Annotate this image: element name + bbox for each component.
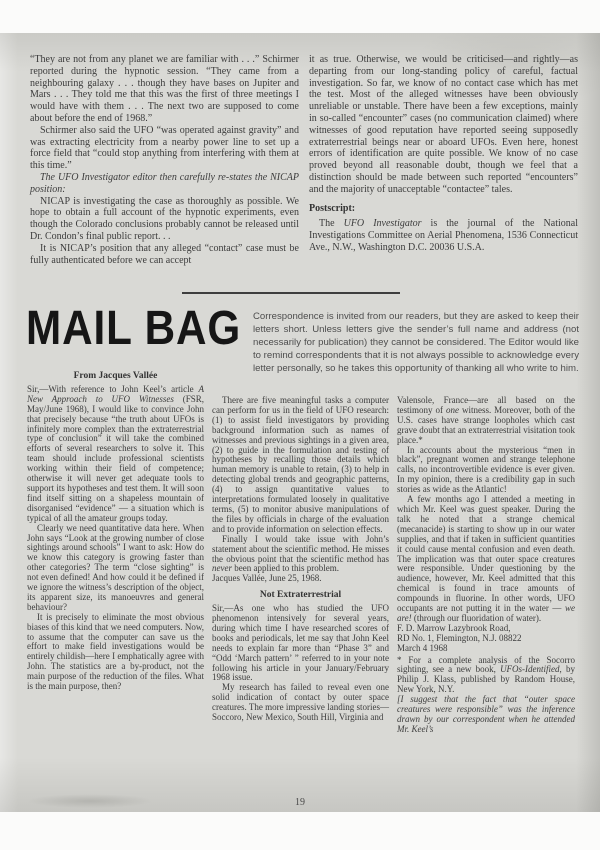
paragraph: A few months ago I attended a meeting in which Mr. Keel was guest speaker. During the talk he noted that a strange chemical (mecanacide) is starting to show up in our water supplies, and that if taken in sufficient quantities it could cause mental confusion and even death. The implication was that outer space creatures were responsible. Under questioning by the audience, however, Mr. Keel admitted that this chemical is found in trace amounts of compounds in fluorine. In other words, UFO occupants are not putting it in the water — we are! (through our fluoridation of water). [397,494,575,623]
footnote: * For a complete analysis of the Socorro sighting, see a new book, UFOs-Identified, by Philip J. Klass, published by Random House, New York, N.Y. [397,654,576,695]
paragraph: it as true. Otherwise, we would be criticised—and rightly—as departing from our long-standing policy of careful, factual investigation. So far, we know of no contact case which has met the test. Most of the alleged witnesses have been obviously unreliable or unstable. There have been a few exceptions, mainly in so-called “encounter” cases (no communication claimed) where witnesses of good reputation have reported seeing supposedly extraterrestrial beings near or aboard UFOs. Even here, honest errors of identification are quite possible. We know of no case proved beyond all reasonable doubt, though we feel that a distinction should be made between such reported “encounters” and the majority of unacceptable “contactee” tales. [309,54,578,195]
paragraph: In accounts about the mysterious “men in black”, pregnant women and strange telephone calls, no incontrovertible evidence is ever given. In my opinion, there is a credibility gap in such stories as wide as the Atlantic! [397,444,575,495]
editor-note-paragraph: The UFO Investigator editor then carefully re-states the NICAP position: [30,171,299,195]
paragraph: It is precisely to eliminate the most obvious biases of this kind that we need computers. Now, to assume that the computer can save us the effort to make field investigations would be entirely childish—here I emphatically agree with John. The statistics are a by-product, not the main purpose of the reduction of the files. What is the main purpose, then? [27,611,204,692]
paragraph: Valensole, France—are all based on the testimony of one witness. Moreover, both of the U.S. cases have strange loopholes which cast grave doubt that an extraterrestrial visitation took place.* [397,395,575,445]
letters-column-1 [27,372,204,692]
sender-address [397,624,575,654]
postscript-heading: Postscript: [309,202,356,214]
paragraph: There are five meaningful tasks a computer can perform for us in the field of UFO research: (1) to assist field investigators by providing background information such as names of witnesses and previous sightings in a given area, (2) to guide in the formulation and testing of hypotheses by recalling those details which human memory is unable to retain, (3) to help in detecting global trends and geographic patterns, (4) to assign quantitative values to interpretations formulated loosely in qualitative terms, (5) to monitor abusive manipulations of the files by officials in charge of the evaluation and to provide information on selection effects. [212,395,389,534]
section-divider-rule [182,292,400,294]
scanned-magazine-page [0,33,600,812]
letter-signature: Jacques Vallée, June 25, 1968. [212,573,322,584]
letters-column-3 [397,396,575,735]
postscript-paragraph: The UFO Investigator is the journal of the National Investigations Committee on Aerial Phenomena, 1536 Connecticut Ave., N.W., Washington D.C. 20036 U.S.A. [309,218,578,253]
editor-bracket-note: [I suggest that the fact that “outer space creatures were responsible” was the inference drawn by our correspondent when he attended Mr. Keel’s [397,694,575,734]
paragraph: It is NICAP’s position that any alleged “contact” case must be fully authenticated before we can accept [30,242,299,266]
top-article-left-column [30,54,299,266]
address-line: RD No. 1, Flemington, N.J. 08822 [397,632,522,643]
top-article-right-column [309,54,578,266]
paragraph: “They are not from any planet we are familiar with . . .” Schirmer reported during the hypnotic session. “They came from a neighbouring galaxy . . . though they have bases on Jupiter and Mars . . . They told me that this was the first of three meetings I would have with them . . . The next two are supposed to come about before the end of 1968.” [30,54,299,124]
letter-heading-not-extraterrestrial: Not Extraterrestrial [259,590,342,601]
paragraph: My research has failed to reveal even one solid indication of contact by outer space creatures. The more impressive landing stories—Soccoro, New Mexico, South Hill, Virginia and [212,682,389,723]
paragraph: Sir,—With reference to John Keel’s article A New Approach to UFO Witnesses (FSR, May/June 1968), I would like to convince John that precisely because “the truth about UFOs is infinitely more complex than the extraterrestrial type of conclusion” it will take the combined efforts of several researchers to solve it. This team should include professional scientists working within their field of competence; otherwise it will never get adequate tools to support its hypotheses and test them. It will soon find itself sitting on a shapeless mountain of disorganised “evidence” — a situation which is typical of all the amateur groups today. [27,383,204,523]
letters-column-2 [212,396,389,723]
address-line: March 4 1968 [397,642,448,653]
paragraph: Finally I would take issue with John’s statement about the scientific method. He misses the obvious point that the scientific method has never been applied to this problem. [212,533,389,574]
paragraph: Sir,—As one who has studied the UFO phenomenon intensively for several years, during which time I have researched scores of books and periodicals, let me say that John Keel needs to explain far more than “Phase 3” and “Odd ‘March pattern’ ” referred to in your note following his article in your January/February 1968 issue. [212,603,389,683]
paragraph: NICAP is investigating the case as thoroughly as possible. We hope to obtain a full account of the hypnotic experiments, even though the Colorado conclusions probably cannot be released until Dr. Condon’s final public report. . . [30,195,299,242]
address-line: F. D. Marrow Lazybrook Road, [397,622,511,633]
page-number: 19 [295,797,305,808]
top-article [30,54,578,266]
correspondence-notice: Correspondence is invited from our readers, but they are asked to keep their letters short. Unless letters give the sender’s full name and address (not necessarily for publication) they cannot be considered. The Editor would like to remind correspondents that it is not always possible to acknowledge every letter personally, so he takes this opportunity of thanking all who write to him. [253,311,579,374]
paragraph: Schirmer also said the UFO “was operated against gravity” and was extracting electricity from a nearby power line to set up a force field that “could stop anything from interfering with them at this time.” [30,124,299,172]
paragraph: Clearly we need quantitative data here. When John says “Look at the growing number of close sightings around schools” I want to ask: How do we know this category is growing faster than other categories? The term “close sighting” is not even defined! And how could it be defined if we ignore the witness’s description of the object, its apparent size, its manoeuvres and general behaviour? [27,522,204,612]
mailbag-section-title: MAIL BAG [26,302,242,355]
letter-heading-vallee: From Jacques Vallée [73,371,158,381]
